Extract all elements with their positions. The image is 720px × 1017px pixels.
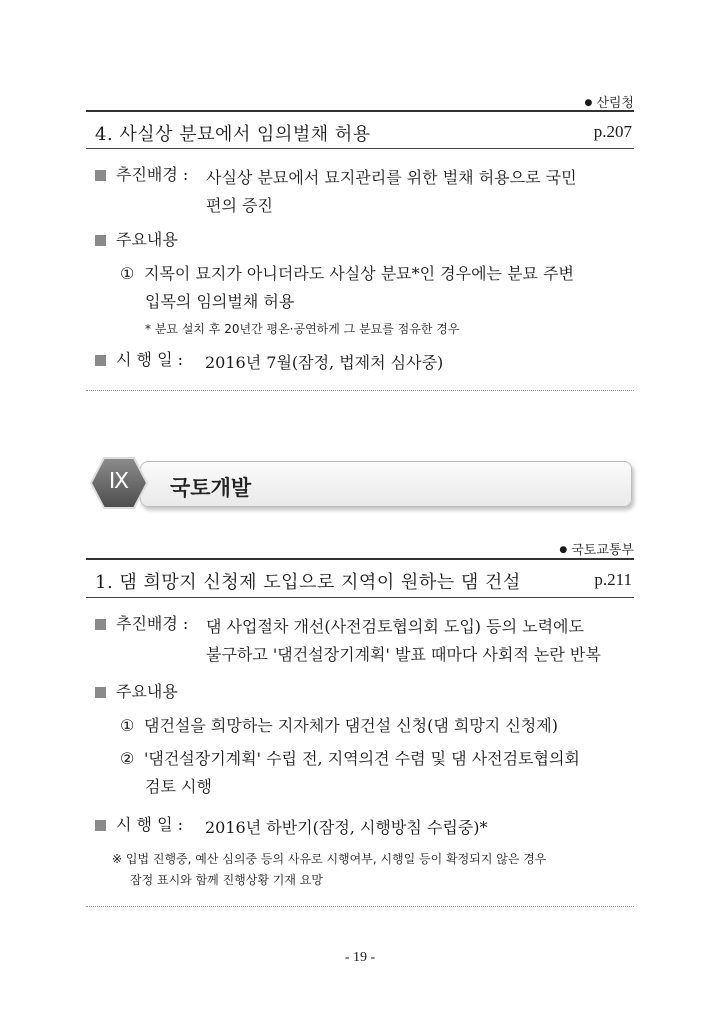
content-row — [95, 230, 178, 250]
effective-row — [95, 350, 183, 370]
content-item-1: ① 댐건설을 희망하는 지자체가 댐건설 신청(댐 희망지 신청제) — [120, 716, 558, 735]
section-divider — [86, 390, 634, 391]
background-text-1: 댐 사업절차 개선(사전검토협의회 도입) 등의 노력에도 — [206, 617, 584, 636]
chapter-title: 국토개발 — [170, 476, 252, 500]
background-label: 추진배경 : — [116, 614, 189, 633]
effective-row — [95, 815, 183, 835]
remark-line-2: 잠정 표시와 함께 진행상황 기재 요망 — [130, 873, 323, 887]
background-row — [95, 614, 188, 634]
background-text-2: 편의 증진 — [206, 196, 273, 215]
background-row — [95, 165, 188, 185]
background-text-2: 불구하고 '댐건설장기계획' 발표 때마다 사회적 논란 반복 — [206, 645, 601, 664]
section-title: 4. 사실상 분묘에서 임의벌채 허용 — [95, 124, 371, 145]
content-item-2: ② '댐건설장기계획' 수립 전, 지역의견 수렴 및 댐 사전검토협의회 — [120, 749, 580, 768]
background-label: 추진배경 : — [116, 165, 189, 184]
section-title-rule — [86, 597, 634, 598]
page-number: - 19 - — [344, 950, 376, 965]
footnote: * 분묘 설치 후 20년간 평온·공연하게 그 분묘를 점유한 경우 — [145, 322, 460, 336]
square-bullet-icon — [95, 235, 106, 246]
section-title: 1. 댐 희망지 신청제 도입으로 지역이 원하는 댐 건설 — [95, 572, 521, 593]
square-bullet-icon — [95, 619, 106, 630]
section-page-ref: p.207 — [593, 122, 632, 141]
square-bullet-icon — [95, 355, 106, 366]
agency-label: ● 국토교통부 — [559, 543, 634, 558]
agency-label: ● 산림청 — [584, 96, 634, 111]
remark-line-1: ※ 입법 진행중, 예산 심의중 등의 사유로 시행여부, 시행일 등이 확정되지 않은 경우 — [112, 852, 547, 866]
chapter-numeral: Ⅸ — [108, 468, 130, 493]
content-label: 주요내용 — [116, 230, 178, 249]
square-bullet-icon — [95, 170, 106, 181]
square-bullet-icon — [95, 687, 106, 698]
content-label: 주요내용 — [116, 682, 178, 701]
effective-label: 시 행 일 : — [116, 815, 184, 834]
section-divider — [86, 906, 634, 907]
content-item-1: ① 지목이 묘지가 아니더라도 사실상 분묘*인 경우에는 분묘 주변 — [120, 264, 575, 283]
effective-label: 시 행 일 : — [116, 350, 184, 369]
section-top-rule — [86, 558, 634, 560]
effective-value: 2016년 하반기(잠정, 시행방침 수립중)* — [205, 818, 488, 837]
background-text-1: 사실상 분묘에서 묘지관리를 위한 벌채 허용으로 국민 — [206, 168, 577, 187]
section-page-ref: p.211 — [594, 570, 632, 589]
effective-value: 2016년 7월(잠정, 법제처 심사중) — [205, 353, 444, 372]
content-item-1-cont: 입목의 임의벌채 허용 — [145, 292, 295, 311]
content-row — [95, 682, 178, 702]
bullet-dot-icon: ● — [559, 545, 568, 555]
section-title-rule — [86, 148, 634, 149]
section-top-rule — [86, 110, 634, 112]
bullet-dot-icon: ● — [584, 98, 593, 108]
content-item-2-cont: 검토 시행 — [145, 777, 212, 796]
square-bullet-icon — [95, 820, 106, 831]
